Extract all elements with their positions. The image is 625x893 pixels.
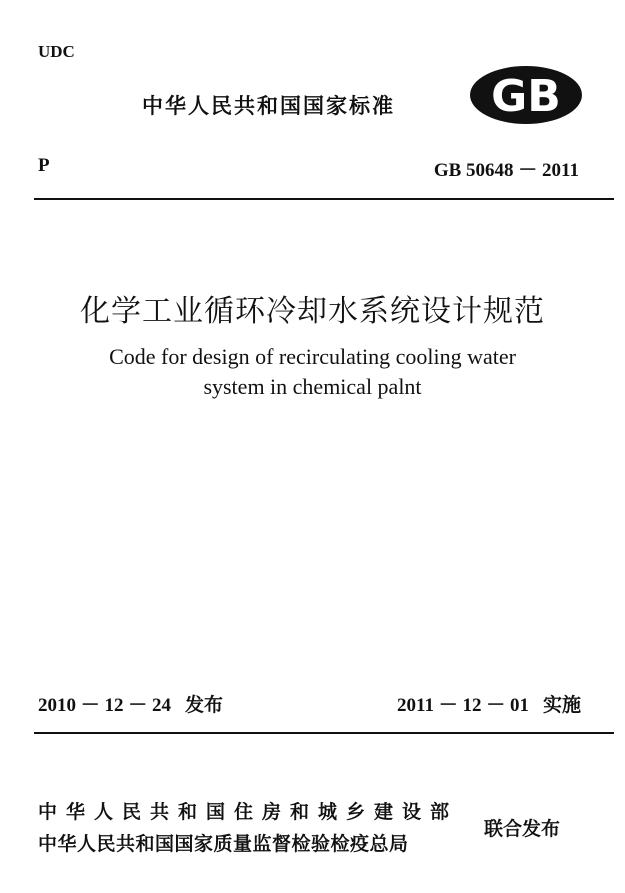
gb-logo-icon: [468, 64, 584, 126]
title-english-line-2: system in chemical palnt: [203, 374, 422, 399]
issuer-aqsiq: 中华人民共和国国家质量监督检验检疫总局: [38, 833, 409, 855]
issue-label: 发布: [185, 694, 224, 716]
standard-type: 中华人民共和国国家标准: [142, 94, 395, 118]
title-english: [60, 342, 565, 402]
implement-label: 实施: [542, 694, 581, 716]
issuer-ministry: 中华人民共和国住房和城乡建设部: [38, 801, 459, 823]
issue-date: 2010 － 12 － 24: [38, 695, 172, 716]
issue-date-block: [38, 690, 223, 717]
udc-label: UDC: [38, 42, 75, 61]
top-divider: [34, 198, 614, 200]
classification-code: P: [38, 155, 50, 176]
title-english-line-1: Code for design of recirculating cooling water: [109, 344, 516, 369]
title-chinese: 化学工业循环冷却水系统设计规范: [80, 294, 545, 329]
implement-date-block: [397, 690, 581, 717]
implement-date: 2011 － 12 － 01: [397, 695, 529, 716]
svg-text:GB: GB: [491, 71, 561, 122]
bottom-divider: [34, 732, 614, 734]
joint-issue-label: 联合发布: [484, 818, 561, 840]
standard-number: GB 50648 － 2011: [433, 160, 579, 181]
